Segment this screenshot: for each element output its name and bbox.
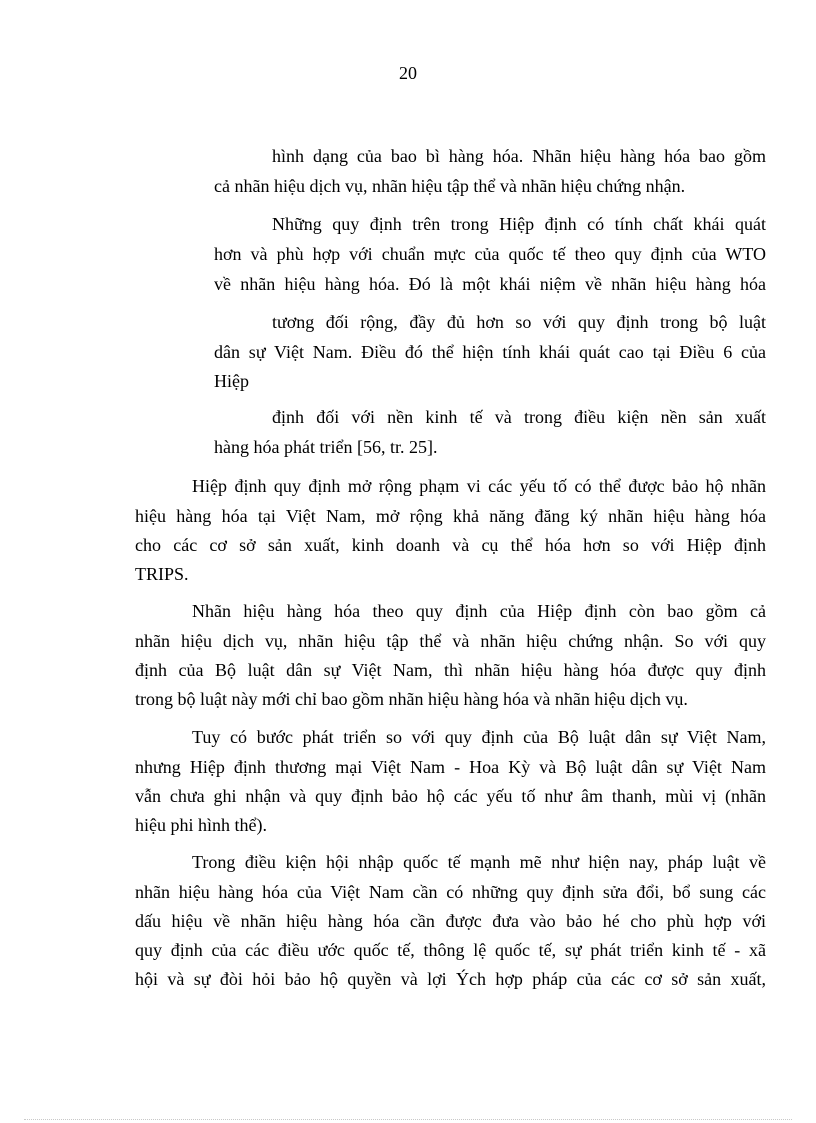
text-line: định đối với nền kinh tế và trong điều kiện nền sản xuất — [272, 407, 766, 427]
text-line: cả nhãn hiệu dịch vụ, nhãn hiệu tập thể và nhãn hiệu chứng nhận. — [214, 176, 686, 196]
text-line: TRIPS. — [135, 564, 189, 584]
text-line: hàng hóa phát triển [56, tr. 25]. — [214, 437, 438, 457]
text-line: dân sự Việt Nam. Điều đó thể hiện tính khái quát cao tại Điều 6 của — [214, 342, 766, 362]
text-line: định của Bộ luật dân sự Việt Nam, thì nhãn hiệu hàng hóa được quy định — [135, 660, 766, 680]
text-line: Hiệp — [214, 371, 249, 391]
text-line: nhãn hiệu dịch vụ, nhãn hiệu tập thể và nhãn hiệu chứng nhận. So với quy — [135, 631, 766, 651]
text-line: hình dạng của bao bì hàng hóa. Nhãn hiệu hàng hóa bao gồm — [272, 146, 766, 166]
text-line: hội và sự đòi hỏi bảo hộ quyền và lợi Ých hợp pháp của các cơ sở sản xuất, — [135, 969, 766, 989]
text-line: hiệu phi hình thể). — [135, 815, 267, 835]
text-line: trong bộ luật này mới chỉ bao gồm nhãn hiệu hàng hóa và nhãn hiệu dịch vụ. — [135, 689, 688, 709]
text-line: tương đối rộng, đầy đủ hơn so với quy định trong bộ luật — [272, 312, 766, 332]
text-line: dấu hiệu về nhãn hiệu hàng hóa cần được đưa vào bảo hé cho phù hợp với — [135, 911, 766, 931]
text-line: Nhãn hiệu hàng hóa theo quy định của Hiệp định còn bao gồm cả — [192, 601, 766, 621]
page-number: 20 — [399, 63, 417, 83]
page-bottom-border — [24, 1119, 792, 1120]
text-line: hiệu hàng hóa tại Việt Nam, mở rộng khả năng đăng ký nhãn hiệu hàng hóa — [135, 506, 766, 526]
text-line: nhãn hiệu hàng hóa của Việt Nam cần có những quy định sửa đổi, bổ sung các — [135, 882, 766, 902]
text-line: Hiệp định quy định mở rộng phạm vi các yếu tố có thể được bảo hộ nhãn — [192, 476, 766, 496]
text-line: quy định của các điều ước quốc tế, thông lệ quốc tế, sự phát triển kinh tế - xã — [135, 940, 766, 960]
text-line: vẫn chưa ghi nhận và quy định bảo hộ các yếu tố như âm thanh, mùi vị (nhãn — [135, 786, 766, 806]
text-line: nhưng Hiệp định thương mại Việt Nam - Hoa Kỳ và Bộ luật dân sự Việt Nam — [135, 757, 766, 777]
text-line: Những quy định trên trong Hiệp định có tính chất khái quát — [272, 214, 766, 234]
text-line: hơn và phù hợp với chuẩn mực của quốc tế theo quy định của WTO — [214, 244, 766, 264]
text-line: về nhãn hiệu hàng hóa. Đó là một khái niệm về nhãn hiệu hàng hóa — [214, 274, 766, 294]
text-line: cho các cơ sở sản xuất, kinh doanh và cụ thể hóa hơn so với Hiệp định — [135, 535, 766, 555]
text-line: Trong điều kiện hội nhập quốc tế mạnh mẽ như hiện nay, pháp luật về — [192, 852, 766, 872]
text-line: Tuy có bước phát triển so với quy định của Bộ luật dân sự Việt Nam, — [192, 727, 766, 747]
